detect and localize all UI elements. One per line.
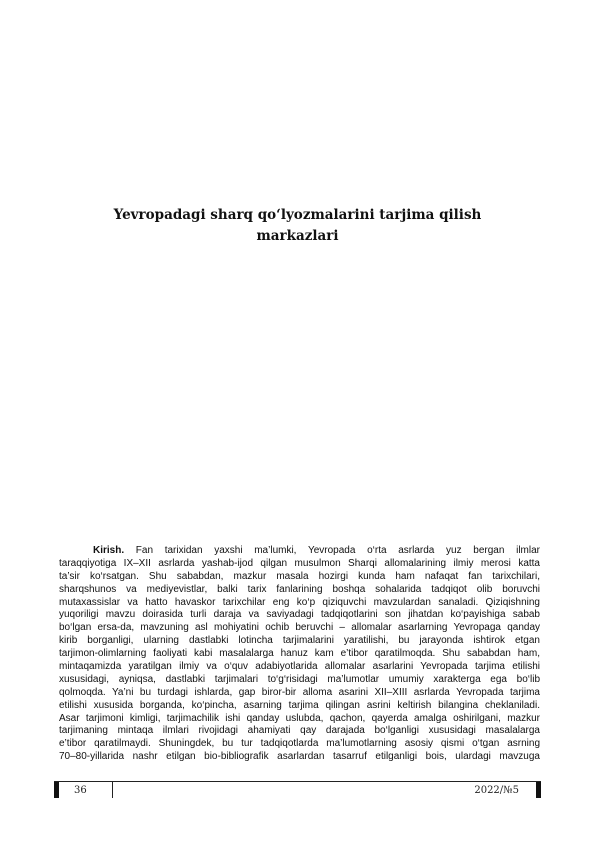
intro-line: tarjimaning mintaqa ilmlari rivojidagi ahamiyati qay darajada bo‘lganligi xususidagi masalalarga [59, 725, 540, 737]
footer-left-bar [54, 782, 59, 798]
footer-divider [112, 782, 113, 798]
intro-line: bo‘lgan ersa-da, mavzuning asl mohiyatini ochib beruvchi – allomalar asarlarning Yevropaga qanday [59, 622, 540, 634]
article-title [100, 205, 495, 247]
intro-line: sharqshunos va mediyevistlar, balki tarix fanlarining boshqa sohalarida tadqiqot olib boruvchi [59, 583, 540, 595]
intro-line: qolmoqda. Ya’ni bu turdagi ishlarda, gap biror-bir alloma asarini XII–XIII asrlarda Yevropada tarjima [59, 686, 540, 698]
intro-line: 70–80-yillarida nashr etilgan bio-bibliografik asarlardan tasarruf etilganligi bois, ulardagi mavzuga [59, 751, 540, 763]
intro-line: ta’sir ko‘rsatgan. Shu sababdan, mazkur masala hozirgi kunda ham nafaqat fan tarixchilari, [59, 570, 540, 582]
issue-number: 2022/№5 [474, 785, 519, 796]
footer-right-bar [536, 782, 541, 798]
intro-paragraph [59, 545, 540, 764]
intro-line: mintaqamizda yaratilgan ilmiy va o‘quv adabiyotlarida allomalar asarlarini Yevropada tarjima etilishi [59, 661, 540, 673]
intro-line: tarjimon-olimlarning faoliyati kabi masalalarga hanuz kam e’tibor qaratilmoqda. Shu sababdan ham, [59, 648, 540, 660]
article-title-line: Yevropadagi sharq qo‘lyozmalarini tarjima qilish [113, 207, 482, 223]
intro-line: taraqqiyotiga IX–XII asrlarda yashab-ijod qilgan musulmon Sharqi allomalarining ilmiy merosi katta [59, 557, 540, 569]
intro-line [59, 545, 540, 558]
page-footer [54, 781, 541, 799]
intro-line: mutaxassislar va hatto havaskor tarixchilar eng ko‘p qiziquvchi mavzulardan sanaladi. Qiziqishning [59, 596, 540, 608]
intro-line: e’tibor qaratilmaydi. Shuningdek, bu tur tadqiqotlarda ma’lumotlarning asosiy qismi o‘tgan asrning [59, 738, 540, 750]
page-number: 36 [74, 785, 87, 796]
intro-line-text: Fan tarixidan yaxshi ma’lumki, Yevropada o‘rta asrlarda yuz bergan ilmlar [124, 545, 540, 556]
article-title-line: markazlari [256, 228, 339, 244]
intro-line: Asar tarjimoni kimligi, tarjimachilik ishi qanday uslubda, qachon, qayerda amalga oshirilgani, mazkur [59, 712, 540, 724]
intro-line: etilishi xususida borganda, ko‘pincha, asarning tarjima qilingan asrini keltirish bilangina cheklaniladi. [59, 699, 540, 711]
intro-label: Kirish. [93, 545, 125, 556]
intro-line: xususidagi, ayniqsa, dastlabki tarjimalari to‘g‘risidagi ma’lumotlar umumiy xarakterga ega bo‘lib [59, 673, 540, 685]
intro-line: kirib borganligi, ularning dastlabki lotincha tarjimalarini yaratilishi, bu jarayonda ishtirok etgan [59, 635, 540, 647]
intro-line: yuqoriligi mavzu doirasida turli daraja va saviyadagi tadqiqotlarini son jihatdan ko‘payishiga sabab [59, 609, 540, 621]
